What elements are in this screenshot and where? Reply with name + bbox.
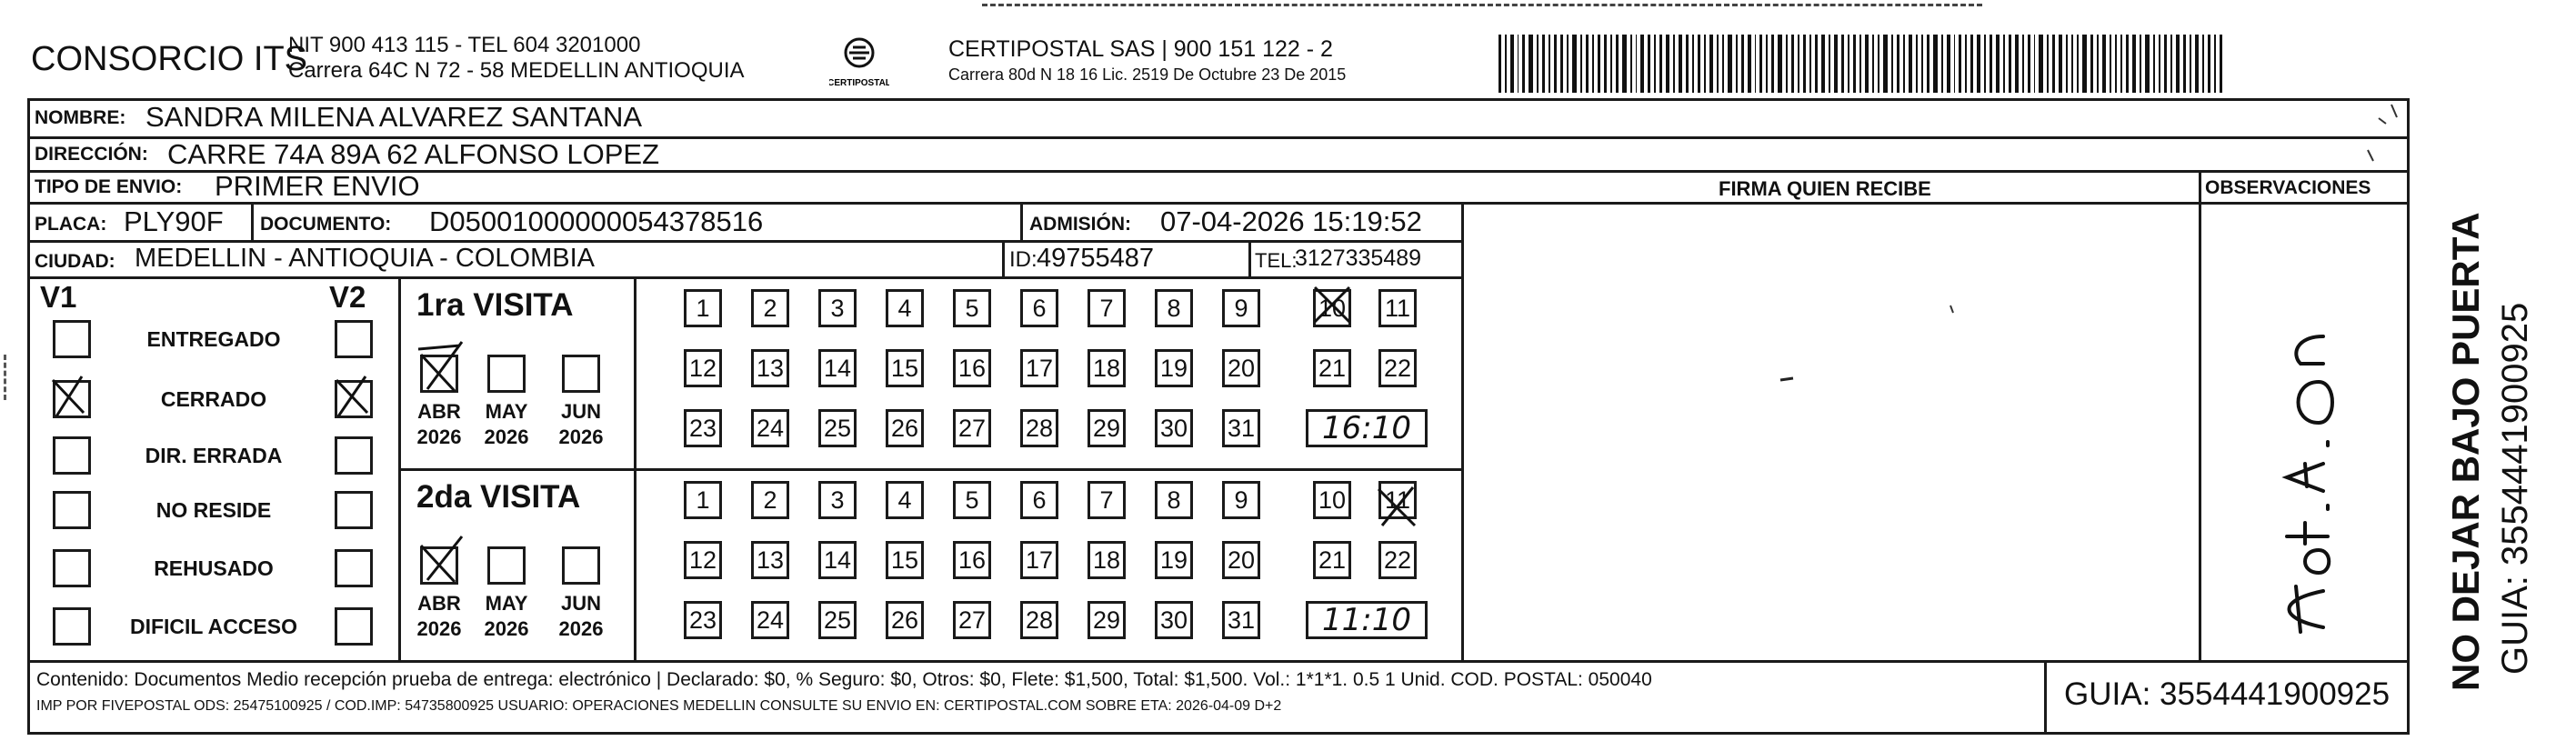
company-address: Carrera 64C N 72 - 58 MEDELLIN ANTIOQUIA — [288, 58, 745, 83]
year-label: 2026 — [484, 426, 529, 448]
day-box[interactable]: 15 — [886, 541, 924, 579]
year-label: 2026 — [558, 617, 604, 640]
barcode-bar — [1897, 35, 1899, 93]
status-option-label: NO RESIDE — [155, 498, 272, 522]
barcode-bar — [1529, 35, 1533, 93]
day-box[interactable]: 2 — [751, 481, 789, 519]
barcode-bar — [1580, 35, 1582, 93]
barcode-bar — [2190, 35, 2191, 93]
visit-time: 16:10 — [1306, 409, 1428, 447]
barcode-bar — [1648, 35, 1650, 93]
tel-label: TEL: — [1255, 249, 1298, 272]
day-box[interactable]: 30 — [1155, 601, 1193, 639]
barcode-bar — [2183, 35, 2186, 93]
barcode-bar — [1791, 35, 1795, 93]
left-edge-marks — [4, 355, 10, 400]
day-box[interactable]: 22 — [1378, 349, 1417, 387]
footer-print-line: IMP POR FIVEPOSTAL ODS: 25475100925 / COD.IMP: 54735800925 USUARIO: OPERACIONES MEDELLIN CONSULTE SU ENVIO EN: CERTIPOSTAL.COM SOBRE ETA: 2026-04-09 D+2 — [36, 698, 1282, 714]
day-box[interactable]: 27 — [953, 409, 991, 447]
barcode-bar — [2214, 35, 2216, 93]
barcode-bar — [1947, 35, 1950, 93]
day-box[interactable]: 9 — [1222, 481, 1260, 519]
month-checkbox-1[interactable] — [487, 546, 526, 585]
barcode-bar — [1748, 35, 1751, 93]
day-box[interactable]: 3 — [818, 481, 857, 519]
year-label: 2026 — [416, 617, 462, 640]
tel-number: 3127335489 — [1295, 245, 1422, 271]
day-box[interactable]: 13 — [751, 349, 789, 387]
barcode-bar — [1560, 35, 1563, 93]
barcode-bar — [1759, 35, 1762, 93]
barcode-bar — [2120, 35, 2122, 93]
recipient-name: SANDRA MILENA ALVAREZ SANTANA — [145, 101, 643, 133]
barcode-bar — [1841, 35, 1844, 93]
day-box[interactable]: 13 — [751, 541, 789, 579]
barcode-bar — [1809, 35, 1811, 93]
day-box[interactable]: 17 — [1020, 541, 1058, 579]
barcode-bar — [1698, 35, 1700, 93]
v1-checkbox-0[interactable] — [53, 320, 91, 358]
v1-checkbox-2[interactable] — [53, 436, 91, 475]
barcode-bar — [1692, 35, 1694, 93]
day-box[interactable]: 22 — [1378, 541, 1417, 579]
day-box[interactable]: 31 — [1222, 409, 1260, 447]
v2-checkbox-5[interactable] — [335, 607, 373, 646]
barcode-bar — [1927, 35, 1929, 93]
status-option-label: DIFICIL ACCESO — [129, 615, 297, 638]
visit-time: 11:10 — [1306, 601, 1428, 639]
v2-checkbox-1[interactable] — [335, 380, 373, 418]
barcode-bar — [2153, 35, 2156, 93]
name-label: NOMBRE: — [35, 107, 126, 128]
day-box[interactable]: 28 — [1020, 409, 1058, 447]
barcode-bar — [2090, 35, 2093, 93]
day-box[interactable]: 18 — [1088, 349, 1126, 387]
day-box[interactable]: 12 — [684, 349, 722, 387]
city-label: CIUDAD: — [35, 251, 115, 272]
barcode-bar — [2132, 35, 2136, 93]
day-box[interactable]: 23 — [684, 409, 722, 447]
barcode-bar — [1567, 35, 1569, 93]
barcode-bar — [1592, 35, 1594, 93]
month-checkbox-2[interactable] — [562, 355, 600, 393]
month-label: ABR — [417, 592, 461, 615]
barcode-bar — [1834, 35, 1839, 93]
barcode-bar — [1537, 35, 1539, 93]
barcode-bar — [1610, 35, 1612, 93]
carrier-address: Carrera 80d N 18 16 Lic. 2519 De Octubre 23 De 2015 — [948, 65, 1347, 84]
day-box[interactable]: 14 — [818, 349, 857, 387]
barcode-bar — [2208, 35, 2210, 93]
barcode-bar — [1522, 35, 1525, 93]
v1-checkbox-3[interactable] — [53, 491, 91, 529]
barcode-bar — [1921, 35, 1923, 93]
divider — [27, 660, 2410, 663]
barcode-bar — [1622, 35, 1627, 93]
recipient-address: CARRE 74A 89A 62 ALFONSO LOPEZ — [167, 138, 660, 170]
day-box[interactable]: 5 — [953, 481, 991, 519]
signature-header: FIRMA QUIEN RECIBE — [1719, 177, 1931, 200]
visit-title: 1ra VISITA — [416, 287, 574, 323]
day-box[interactable]: 20 — [1222, 349, 1260, 387]
v1-checkbox-1[interactable] — [53, 380, 91, 418]
month-label: ABR — [417, 400, 461, 423]
divider — [1461, 202, 1464, 660]
barcode-bar — [2102, 35, 2106, 93]
day-box[interactable]: 26 — [886, 601, 924, 639]
barcode-bar — [1821, 35, 1825, 93]
barcode-bar — [1903, 35, 1905, 93]
month-checkbox-0[interactable] — [420, 546, 458, 585]
month-checkbox-1[interactable] — [487, 355, 526, 393]
day-box[interactable]: 7 — [1088, 481, 1126, 519]
day-box[interactable]: 6 — [1020, 481, 1058, 519]
observations-header: OBSERVACIONES — [2205, 177, 2371, 198]
divider — [2044, 660, 2047, 735]
month-label: MAY — [485, 400, 528, 423]
barcode-bar — [1542, 35, 1545, 93]
day-box[interactable]: 28 — [1020, 601, 1058, 639]
barcode-bar — [2126, 35, 2129, 93]
v2-checkbox-4[interactable] — [335, 549, 373, 587]
day-box[interactable]: 31 — [1222, 601, 1260, 639]
day-box[interactable]: 9 — [1222, 289, 1260, 327]
v1-checkbox-5[interactable] — [53, 607, 91, 646]
barcode-bar — [1954, 35, 1956, 93]
day-box[interactable]: 21 — [1313, 349, 1351, 387]
barcode-bar — [2159, 35, 2160, 93]
barcode-bar — [1865, 35, 1869, 93]
day-box[interactable]: 25 — [818, 409, 857, 447]
barcode-bar — [2176, 35, 2180, 93]
year-label: 2026 — [484, 617, 529, 640]
barcode-bar — [2015, 35, 2019, 93]
company-nit: NIT 900 413 115 - TEL 604 3201000 — [288, 33, 641, 57]
day-box[interactable]: 8 — [1155, 289, 1193, 327]
day-box[interactable]: 20 — [1222, 541, 1260, 579]
barcode-bar — [1572, 35, 1577, 93]
barcode-bar — [1891, 35, 1893, 93]
day-box[interactable]: 10 — [1313, 289, 1351, 327]
document-label: DOCUMENTO: — [260, 214, 392, 235]
day-box[interactable]: 21 — [1313, 541, 1351, 579]
barcode-bar — [1872, 35, 1874, 93]
barcode-bar — [2220, 35, 2222, 93]
side-guia: GUIA: 3554441900925 — [2495, 302, 2535, 675]
barcode-bar — [1505, 35, 1507, 93]
day-box[interactable]: 1 — [684, 481, 722, 519]
barcode-bar — [2059, 35, 2062, 93]
barcode-bar — [1859, 35, 1861, 93]
barcode-bar — [2170, 35, 2172, 93]
barcode-bar — [2034, 35, 2036, 93]
v2-checkbox-2[interactable] — [335, 436, 373, 475]
barcode-bar — [2115, 35, 2118, 93]
barcode-bar — [1554, 35, 1558, 93]
day-box[interactable]: 3 — [818, 289, 857, 327]
divider — [251, 202, 254, 240]
shipping-type: PRIMER ENVIO — [215, 170, 420, 202]
barcode-bar — [2195, 35, 2200, 93]
barcode-bar — [1666, 35, 1669, 93]
barcode-bar — [1786, 35, 1788, 93]
day-box[interactable]: 24 — [751, 601, 789, 639]
v2-header: V2 — [329, 280, 366, 314]
company-name: CONSORCIO ITS — [31, 40, 308, 78]
id-number: 49755487 — [1037, 244, 1155, 273]
month-checkbox-0[interactable] — [420, 355, 458, 393]
barcode-bar — [2077, 35, 2079, 93]
day-box[interactable]: 2 — [751, 289, 789, 327]
footer-contents: Contenido: Documentos Medio recepción prueba de entrega: electrónico | Declarado: $0, % Seguro: $0, Otros: $0, Flete: $1,500, Total: $1,500. Vol.: 1*1*1. 0.5 1 Unid. COD. POSTAL: 050040 — [36, 669, 1652, 690]
barcode-bar — [1717, 35, 1719, 93]
day-box[interactable]: 23 — [684, 601, 722, 639]
status-option-label: ENTREGADO — [146, 327, 281, 351]
barcode-bar — [2047, 35, 2049, 93]
day-box[interactable]: 12 — [684, 541, 722, 579]
barcode-bar — [1933, 35, 1938, 93]
footer-guia: GUIA: 3554441900925 — [2064, 676, 2391, 712]
divider — [1020, 202, 1023, 240]
barcode-bar — [2140, 35, 2141, 93]
city: MEDELLIN - ANTIOQUIA - COLOMBIA — [135, 244, 595, 273]
day-box[interactable]: 30 — [1155, 409, 1193, 447]
divider — [1002, 240, 1005, 276]
barcode-bar — [1686, 35, 1689, 93]
month-label: JUN — [560, 592, 601, 615]
divider — [27, 276, 1464, 279]
barcode-bar — [1883, 35, 1888, 93]
id-label: ID: — [1009, 247, 1037, 272]
barcode-bar — [1941, 35, 1943, 93]
barcode-bar — [1736, 35, 1738, 93]
barcode-bar — [1598, 35, 1601, 93]
plate-label: PLACA: — [35, 214, 107, 235]
barcode-bar — [1970, 35, 1973, 93]
barcode-bar — [1798, 35, 1799, 93]
barcode-bar — [1728, 35, 1732, 93]
barcode-bar — [1848, 35, 1849, 93]
barcode-bar — [1977, 35, 1980, 93]
shipping-type-label: TIPO DE ENVIO: — [35, 176, 183, 197]
side-warning: NO DEJAR BAJO PUERTA — [2444, 212, 2487, 691]
barcode-bar — [1518, 35, 1519, 93]
day-box[interactable]: 1 — [684, 289, 722, 327]
v2-checkbox-0[interactable] — [335, 320, 373, 358]
day-box[interactable]: 25 — [818, 601, 857, 639]
plate: PLY90F — [124, 205, 224, 237]
barcode-bar — [1549, 35, 1550, 93]
barcode-bar — [2066, 35, 2068, 93]
barcode-bar — [1815, 35, 1818, 93]
barcode-bar — [2202, 35, 2204, 93]
day-box[interactable]: 19 — [1155, 541, 1193, 579]
barcode-bar — [2009, 35, 2011, 93]
barcode-bar — [1996, 35, 2000, 93]
barcode-bar — [1679, 35, 1683, 93]
barcode-bar — [1604, 35, 1607, 93]
barcode-bar — [2039, 35, 2043, 93]
day-box[interactable]: 5 — [953, 289, 991, 327]
barcode-bar — [1959, 35, 1961, 93]
barcode — [1498, 35, 2226, 93]
barcode-bar — [1636, 35, 1638, 93]
barcode-bar — [1586, 35, 1589, 93]
day-box[interactable]: 14 — [818, 541, 857, 579]
certipostal-logo — [829, 33, 889, 93]
day-box[interactable]: 19 — [1155, 349, 1193, 387]
barcode-bar — [1498, 35, 1501, 93]
visit-title: 2da VISITA — [416, 479, 581, 515]
divider — [2199, 170, 2201, 660]
year-label: 2026 — [416, 426, 462, 448]
status-option-label: DIR. ERRADA — [145, 444, 283, 467]
status-option-label: CERRADO — [160, 387, 267, 411]
day-box[interactable]: 4 — [886, 289, 924, 327]
day-box[interactable]: 6 — [1020, 289, 1058, 327]
document-number: D05001000000054378516 — [429, 205, 764, 237]
barcode-bar — [1916, 35, 1919, 93]
address-label: DIRECCIÓN: — [35, 144, 148, 165]
day-box[interactable]: 17 — [1020, 349, 1058, 387]
barcode-bar — [1616, 35, 1619, 93]
barcode-bar — [1630, 35, 1632, 93]
barcode-bar — [1755, 35, 1757, 93]
admission-datetime: 07-04-2026 15:19:52 — [1160, 205, 1422, 237]
barcode-bar — [2145, 35, 2150, 93]
barcode-bar — [2003, 35, 2005, 93]
barcode-bar — [2071, 35, 2074, 93]
barcode-bar — [2082, 35, 2087, 93]
barcode-bar — [1990, 35, 1992, 93]
divider — [634, 276, 636, 660]
day-box[interactable]: 24 — [751, 409, 789, 447]
barcode-bar — [1984, 35, 1986, 93]
day-box[interactable]: 10 — [1313, 481, 1351, 519]
day-box[interactable]: 7 — [1088, 289, 1126, 327]
carrier-line: CERTIPOSTAL SAS | 900 151 122 - 2 — [948, 36, 1333, 62]
barcode-bar — [1778, 35, 1782, 93]
day-box[interactable]: 16 — [953, 349, 991, 387]
barcode-bar — [1722, 35, 1724, 93]
month-checkbox-2[interactable] — [562, 546, 600, 585]
barcode-bar — [1853, 35, 1856, 93]
admission-label: ADMISIÓN: — [1029, 214, 1131, 235]
barcode-bar — [1704, 35, 1706, 93]
day-box[interactable]: 8 — [1155, 481, 1193, 519]
svg-text:CERTIPOSTAL: CERTIPOSTAL — [829, 78, 889, 88]
day-box[interactable]: 16 — [953, 541, 991, 579]
barcode-bar — [1803, 35, 1806, 93]
barcode-bar — [1659, 35, 1662, 93]
barcode-bar — [2028, 35, 2030, 93]
barcode-bar — [1909, 35, 1912, 93]
barcode-bar — [2164, 35, 2167, 93]
barcode-bar — [1878, 35, 1880, 93]
handwritten-observation — [2269, 291, 2341, 636]
barcode-bar — [1709, 35, 1713, 93]
barcode-bar — [1766, 35, 1768, 93]
barcode-bar — [2052, 35, 2055, 93]
divider — [398, 468, 1462, 471]
year-label: 2026 — [558, 426, 604, 448]
day-box[interactable]: 11 — [1378, 289, 1417, 327]
barcode-bar — [1771, 35, 1774, 93]
barcode-bar — [1673, 35, 1675, 93]
top-dashed-line — [982, 4, 1982, 6]
day-box[interactable]: 29 — [1088, 601, 1126, 639]
day-box[interactable]: 15 — [886, 349, 924, 387]
month-label: MAY — [485, 592, 528, 615]
barcode-bar — [1829, 35, 1830, 93]
status-option-label: REHUSADO — [154, 556, 274, 580]
barcode-bar — [1640, 35, 1644, 93]
day-box[interactable]: 26 — [886, 409, 924, 447]
day-box[interactable]: 29 — [1088, 409, 1126, 447]
day-box[interactable]: 27 — [953, 601, 991, 639]
v1-checkbox-4[interactable] — [53, 549, 91, 587]
divider — [1248, 240, 1251, 276]
barcode-bar — [1654, 35, 1656, 93]
barcode-bar — [2097, 35, 2099, 93]
v2-checkbox-3[interactable] — [335, 491, 373, 529]
day-box[interactable]: 4 — [886, 481, 924, 519]
day-box[interactable]: 11 — [1378, 481, 1417, 519]
barcode-bar — [2110, 35, 2111, 93]
barcode-bar — [2022, 35, 2024, 93]
day-box[interactable]: 18 — [1088, 541, 1126, 579]
barcode-bar — [1965, 35, 1967, 93]
month-label: JUN — [560, 400, 601, 423]
barcode-bar — [1510, 35, 1514, 93]
barcode-bar — [1741, 35, 1744, 93]
v1-header: V1 — [40, 280, 77, 314]
